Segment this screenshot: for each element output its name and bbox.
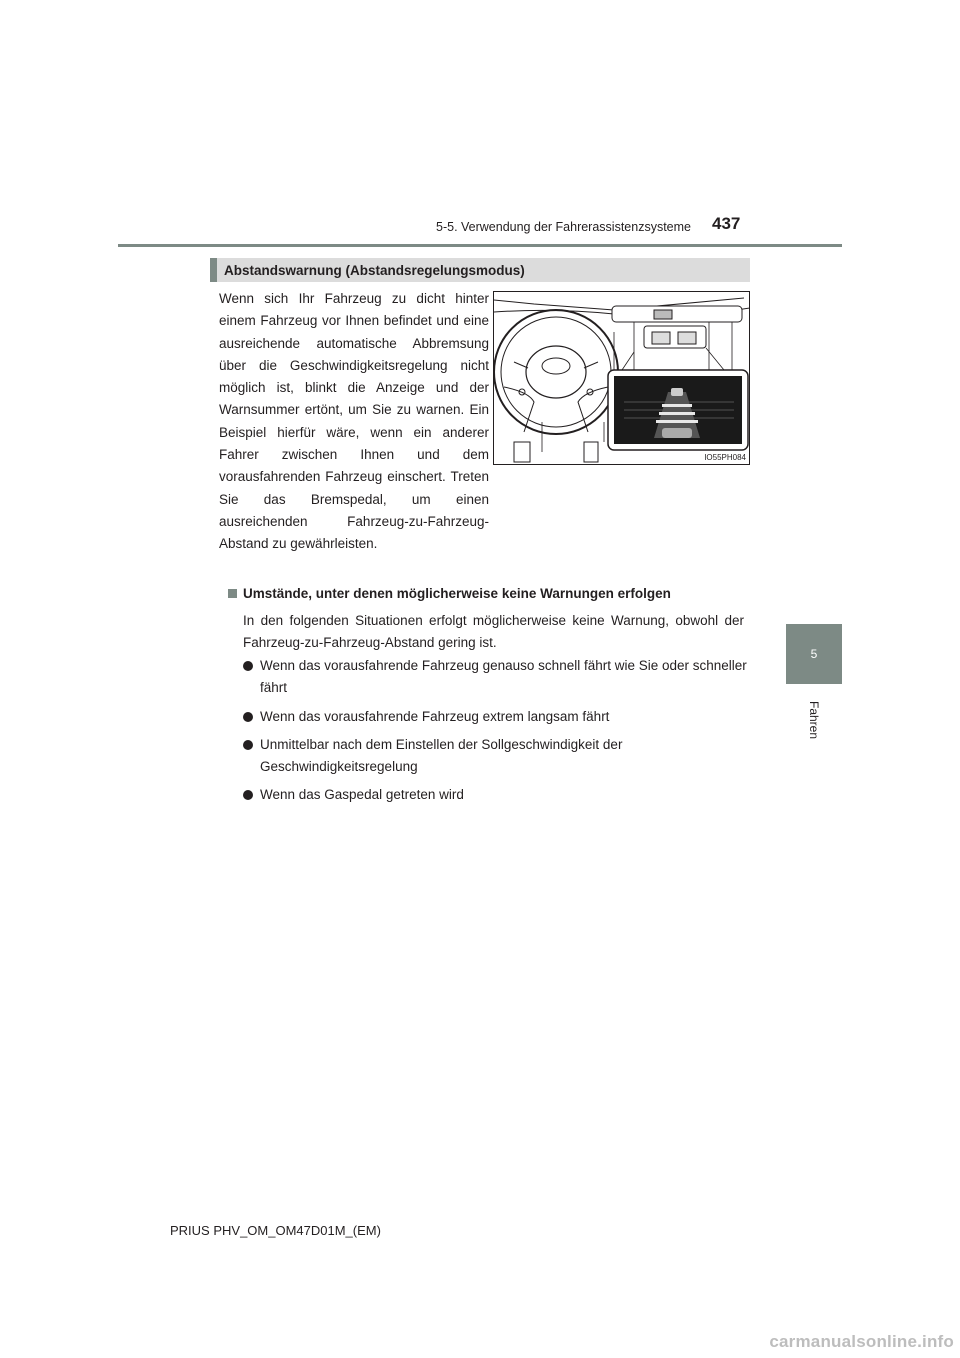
bullet-icon	[243, 740, 253, 750]
list-item	[243, 655, 748, 700]
dashboard-illustration	[493, 291, 750, 465]
figure-code: IO55PH084	[704, 453, 746, 462]
intro-paragraph: Wenn sich Ihr Fahrzeug zu dicht hinter einem Fahrzeug vor Ihnen befindet und eine ausreichende automatische Abbremsung über die Geschwindigkeitsregelung nicht möglich ist, blinkt die Anzeige und der Warnsummer ertönt, um Sie zu warnen. Ein Beispiel hierfür wäre, wenn ein anderer Fahrer zwischen Ihnen und dem vorausfahrenden Fahrzeug einschert. Treten Sie das Bremspedal, um einen ausreichenden Fahrzeug-zu-Fahrzeug-Abstand zu gewährleisten.	[219, 291, 489, 552]
bullet-icon	[243, 661, 253, 671]
section-heading: Abstandswarnung (Abstandsregelungsmodus)	[224, 262, 525, 278]
header-section-title: 5-5. Verwendung der Fahrerassistenzsysteme	[436, 220, 691, 234]
dashboard-drawing	[494, 292, 750, 465]
bullet-list	[243, 655, 748, 807]
subsection-heading-text: Umstände, unter denen möglicherweise keine Warnungen erfolgen	[243, 586, 671, 601]
footer-document-id: PRIUS PHV_OM_OM47D01M_(EM)	[170, 1223, 381, 1238]
page-number: 437	[712, 214, 741, 233]
subsection-paragraph: In den folgenden Situationen erfolgt möglicherweise keine Warnung, obwohl der Fahrzeug-zu-Fahrzeug-Abstand gering ist.	[243, 613, 744, 651]
bullet-icon	[243, 790, 253, 800]
subsection-heading	[228, 586, 758, 601]
bullet-icon	[243, 712, 253, 722]
chapter-label-container	[786, 690, 842, 750]
list-item	[243, 706, 748, 728]
square-bullet-icon	[228, 589, 237, 598]
bullet-text: Unmittelbar nach dem Einstellen der Sollgeschwindigkeit der Geschwindigkeitsregelung	[260, 736, 623, 775]
chapter-number: 5	[810, 647, 818, 661]
list-item	[243, 734, 748, 779]
bullet-text: Wenn das vorausfahrende Fahrzeug extrem langsam fährt	[260, 708, 610, 724]
watermark: carmanualsonline.info	[769, 1332, 954, 1351]
header-divider	[118, 244, 842, 247]
bullet-text: Wenn das Gaspedal getreten wird	[260, 787, 464, 803]
chapter-tab	[786, 624, 842, 684]
section-heading-bar	[210, 258, 750, 282]
chapter-label: Fahren	[807, 700, 821, 740]
bullet-text: Wenn das vorausfahrende Fahrzeug genauso schnell fährt wie Sie oder schneller fährt	[260, 658, 747, 696]
section-heading-accent	[210, 258, 217, 282]
list-item	[243, 784, 748, 806]
